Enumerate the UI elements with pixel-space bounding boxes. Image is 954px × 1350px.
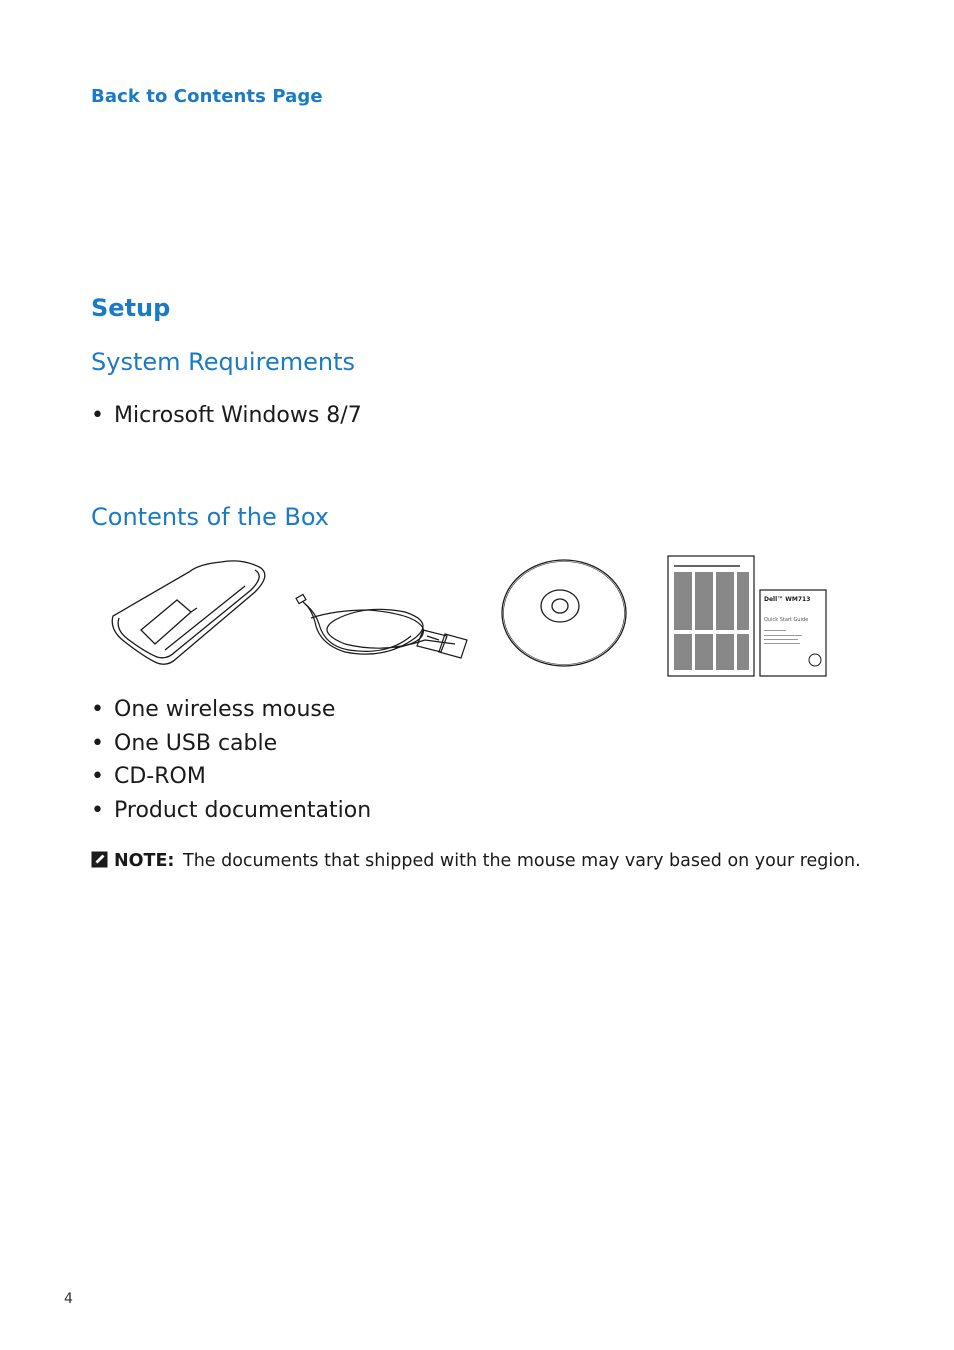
mouse-illustration bbox=[112, 561, 265, 664]
page-number: 4 bbox=[64, 1291, 73, 1307]
guide-title-label: Quick Start Guide bbox=[764, 617, 809, 623]
list-item bbox=[91, 760, 371, 794]
back-to-contents-link[interactable]: Back to Contents Page bbox=[91, 86, 323, 107]
note-pencil-icon bbox=[91, 851, 108, 868]
quick-start-guide-illustration bbox=[760, 590, 826, 676]
note-label: NOTE: bbox=[114, 851, 175, 871]
guide-brand-label: Dell™ WM713 bbox=[764, 596, 811, 603]
bullet-icon: • bbox=[91, 403, 104, 428]
contents-of-box-heading: Contents of the Box bbox=[91, 503, 329, 531]
box-item-text: Product documentation bbox=[114, 797, 372, 823]
bullet-icon: • bbox=[91, 764, 104, 789]
system-requirements-heading: System Requirements bbox=[91, 348, 355, 376]
usb-cable-illustration bbox=[296, 594, 467, 658]
note-callout bbox=[91, 851, 861, 871]
list-item bbox=[91, 794, 371, 828]
section-title: Setup bbox=[91, 294, 171, 322]
cd-rom-illustration bbox=[502, 560, 626, 666]
box-contents-list bbox=[91, 693, 371, 827]
box-item-text: One wireless mouse bbox=[114, 697, 336, 722]
list-item bbox=[91, 399, 362, 433]
list-item bbox=[91, 693, 371, 727]
documentation-sheet-illustration bbox=[668, 556, 754, 676]
box-contents-illustration bbox=[105, 552, 835, 682]
requirement-text: Microsoft Windows 8/7 bbox=[114, 403, 362, 428]
bullet-icon: • bbox=[91, 730, 104, 756]
list-item bbox=[91, 727, 371, 761]
bullet-icon: • bbox=[91, 697, 104, 722]
note-text: The documents that shipped with the mouse may vary based on your region. bbox=[183, 851, 861, 871]
box-item-text: One USB cable bbox=[114, 730, 278, 756]
box-item-text: CD-ROM bbox=[114, 764, 206, 789]
requirements-list bbox=[91, 399, 362, 433]
bullet-icon: • bbox=[91, 797, 104, 823]
